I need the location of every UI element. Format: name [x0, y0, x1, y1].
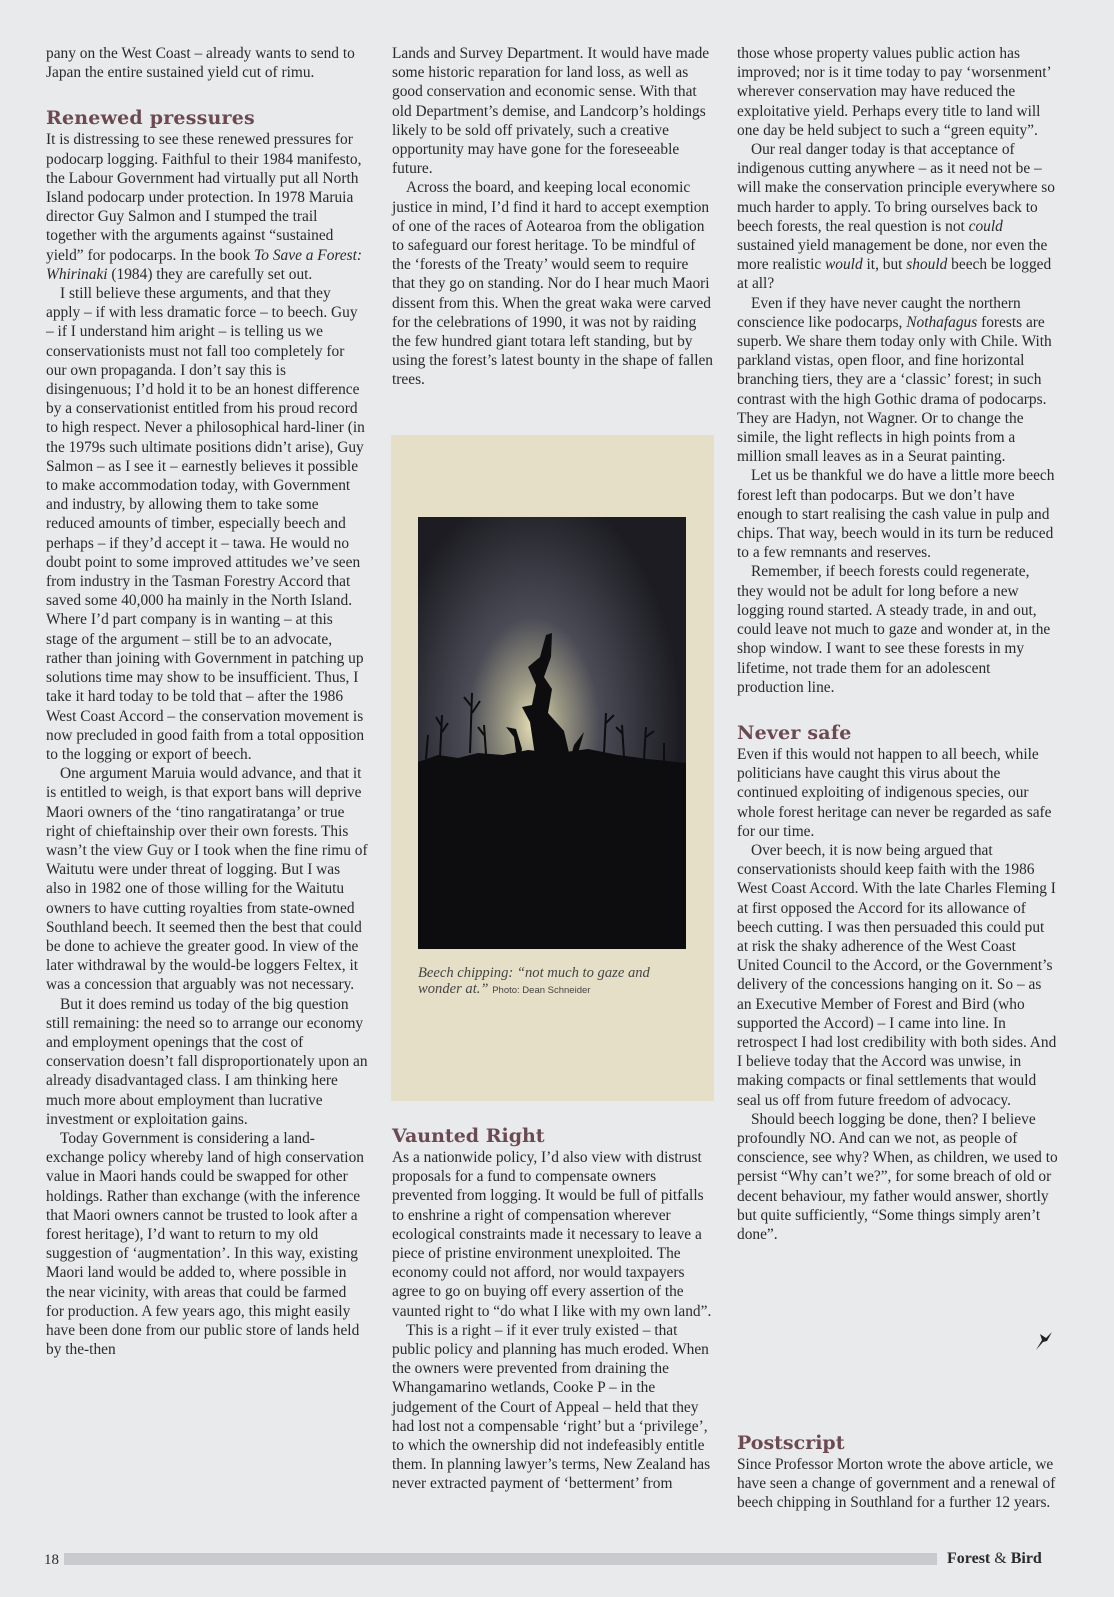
- paragraph: Our real danger today is that acceptance of indigenous cutting anywhere – as it need not be – will make the conservation principle everywhere so much harder to apply. To bring ourselves back to beech forests, the real question is not could sustained yield management be done, nor even the more realistic would it, but should beech be logged at all?: [737, 141, 1055, 293]
- photo-figure: [391, 435, 714, 1101]
- column-3: [737, 44, 1059, 1244]
- photo-silhouette: [418, 517, 686, 949]
- page-number: 18: [44, 1552, 59, 1568]
- paragraph: It is distressing to see these renewed pressures for podocarp logging. Faithful to their 1984 manifesto, the Labour Government had virtually put all North Island podocarp under protection. In 1978 Maruia director Guy Salmon and I stumped the trail together with the arguments against “sustained yield” for podocarps. In the book To Save a Forest: Whirinaki (1984) they are carefully set out.: [46, 131, 363, 283]
- paragraph: Today Government is considering a land-exchange policy whereby land of high conservation value in Maori hands could be swapped for other holdings. Rather than exchange (with the inference that Maori owners cannot be trusted to look after a forest heritage), I’d want to return to my old suggestion of ‘augmentation’. In this way, existing Maori land would be added to, where possible in the near vicinity, with areas that could be farmed for production. A few years ago, this might easily have been done from our public store of lands held by the-then: [46, 1129, 364, 1359]
- paragraph: pany on the West Coast – already wants to send to Japan the entire sustained yield cut of rimu.: [46, 45, 355, 82]
- heading-never-safe: Never safe: [737, 721, 852, 744]
- paragraph: But it does remind us today of the big question still remaining: the need so to arrange our economy and employment openings that the cost of conservation doesn’t fall disproportionately upon an already disadvantaged class. I am thinking here much more about employment than lucrative investment or exploitation gains.: [46, 995, 368, 1128]
- paragraph: This is a right – if it ever truly existed – that public policy and planning has much eroded. When the owners were prevented from draining the Whangamarino wetlands, Cooke P – in the judgement of the Court of Appeal – held that they had lost not a compensable ‘right’ but a ‘privilege’, to which the ownership did not indefeasibly entitle them. In planning lawyer’s terms, New Zealand has never extracted payment of ‘betterment’ from: [392, 1321, 711, 1493]
- paragraph: I still believe these arguments, and that they apply – if with less dramatic force – to beech. Guy – if I understand him aright – is telling us we conservationists must not fall too completely for our own propaganda. I don’t say this is disingenuous; I’d hold it to be an honest difference by a conservationist entitled from his proud record to high respect. Never a philosophical hard-liner (in the 1979s such ultimate positions didn’t arise), Guy Salmon – as I see it – earnestly believes it possible to make accommodation today, with Government and industry, by allowing them to take some reduced amounts of timber, especially beech and perhaps – if they’d accept it – tawa. He would no doubt point to some improved attitudes we’ve seen from industry in the Tasman Forestry Accord that saved some 40,000 ha mainly in the North Island. Where I’d part company is in wanting – at this stage of the argument – still be to an advocate, rather than joining with Government in patching up solutions time may show to be insufficient. Thus, I take it hard today to be told that – after the 1986 West Coast Accord – the conservation movement is now precluded in good faith from a total opposition to the logging or export of beech.: [46, 285, 365, 763]
- section-vaunted-right: [392, 1124, 714, 1494]
- book-title: To Save a Forest: Whirinaki: [46, 246, 363, 283]
- heading-postscript: Postscript: [737, 1432, 845, 1454]
- photo-caption: Beech chipping: “not much to gaze and wonder at.” Photo: Dean Schneider: [418, 965, 650, 997]
- paragraph: Across the board, and keeping local economic justice in mind, I’d find it hard to accept exemption of one of the races of Aotearoa from the obligation to safeguard our forest heritage. To be mindful of the ‘forests of the Treaty’ would seem to require that they go on standing. Nor do I hear much Maori dissent from this. When the great waka were carved for the celebrations of 1990, it was not by raiding the few hundred giant totara left standing, but by using the forest’s latest bounty in the shape of fallen trees.: [392, 179, 713, 389]
- paragraph: Since Professor Morton wrote the above article, we have seen a change of government and a renewal of beech chipping in Southland for a further 12 years.: [737, 1456, 1056, 1512]
- beech-chipping-photo: [418, 517, 686, 949]
- paragraph: Even if this would not happen to all beech, while politicians have caught this virus about the continued exploiting of indigenous species, our whole forest heritage can never be regarded as safe for our time.: [737, 745, 1052, 840]
- section-postscript: [737, 1431, 1059, 1513]
- photo-credit: Photo: Dean Schneider: [492, 985, 591, 996]
- paragraph: Over beech, it is now being argued that conservationists should keep faith with the 1986 West Coast Accord. With the late Charles Fleming I at first opposed the Accord for its allowance of beech cutting. I was then persuaded this could put at risk the shaky adherence of the West Coast United Council to the Accord, or the Government’s delivery of the concessions hanging on it. So – as an Executive Member of Forest and Bird (who supported the Accord) – I came into line. In retrospect I had lost credibility with both sides. And I believe today that the Accord was unwise, in making compacts or final settlements that would seal us off from future freedom of advocacy.: [737, 841, 1057, 1109]
- column-1: [46, 44, 368, 1359]
- paragraph: One argument Maruia would advance, and that it is entitled to weigh, is that export bans will deprive Maori owners of the ‘tino rangatiratanga’ or true right of chieftainship over their own forests. This wasn’t the view Guy or I took when the fine rimu of Waitutu were under threat of logging. But I was also in 1982 one of those willing for the Waitutu owners to have cutting royalties from state-owned Southland beech. It seemed then the best that could be done to achieve the greater good. In view of the later withdrawal by the would-be loggers Feltex, it was a concession that arguably was not necessary.: [46, 765, 368, 994]
- paragraph: Remember, if beech forests could regenerate, they would not be adult for long before a new logging round started. A steady trade, in and out, could leave not much to gaze and wonder at, in the shop window. I want to see these forests in my lifetime, not trade them for an adolescent production line.: [737, 563, 1051, 696]
- heading-renewed-pressures: Renewed pressures: [46, 107, 255, 130]
- heading-vaunted-right: Vaunted Right: [392, 1125, 545, 1147]
- bird-end-mark-icon: [1034, 1330, 1054, 1352]
- paragraph: those whose property values public action has improved; nor is it time today to pay ‘worsenment’ wherever conservation may have reduced the exploitative yield. Perhaps every title to land will one day be held subject to such a “green equity”.: [737, 45, 1051, 139]
- paragraph: Even if they have never caught the northern conscience like podocarps, Nothafagus forests are superb. We share them today only with Chile. With parkland vistas, open floor, and fine horizontal branching tiers, they are a ‘classic’ forest; in such contrast with the high Gothic drama of podocarps. They are Hadyn, not Wagner. Or to change the simile, the light reflects in high points from a million small leaves as in a Seurat painting.: [737, 294, 1052, 466]
- footer-rule: [64, 1553, 937, 1565]
- paragraph: Lands and Survey Department. It would have made some historic reparation for land loss, as well as good conservation and economic sense. With that old Department’s demise, and Landcorp’s holdings likely to be sold off privately, such a creative opportunity may have gone for the foreseeable future.: [392, 45, 710, 178]
- column-2: [392, 44, 714, 390]
- paragraph: As a nationwide policy, I’d also view with distrust proposals for a fund to compensate owners prevented from logging. It would be full of pitfalls to enshrine a right of compensation wherever ecological constraints made it necessary to leave a piece of pristine environment unexploited. The economy could not afford, nor would taxpayers agree to go on buying off every assertion of the vaunted right to “do what I like with my own land”.: [392, 1149, 712, 1320]
- paragraph: Should beech logging be done, then? I believe profoundly NO. And can we not, as people of conscience, see why? When, as children, we used to persist “Why can’t we?”, for some breach of old or decent behaviour, my father would answer, shortly but quite sufficiently, “Some things simply aren’t done”.: [737, 1110, 1058, 1243]
- paragraph: Let us be thankful we do have a little more beech forest left than podocarps. But we don’t have enough to start realising the cash value in pulp and chips. That way, beech would in its turn be reduced to a few remnants and reserves.: [737, 467, 1055, 562]
- magazine-title: Forest & Bird: [947, 1550, 1042, 1567]
